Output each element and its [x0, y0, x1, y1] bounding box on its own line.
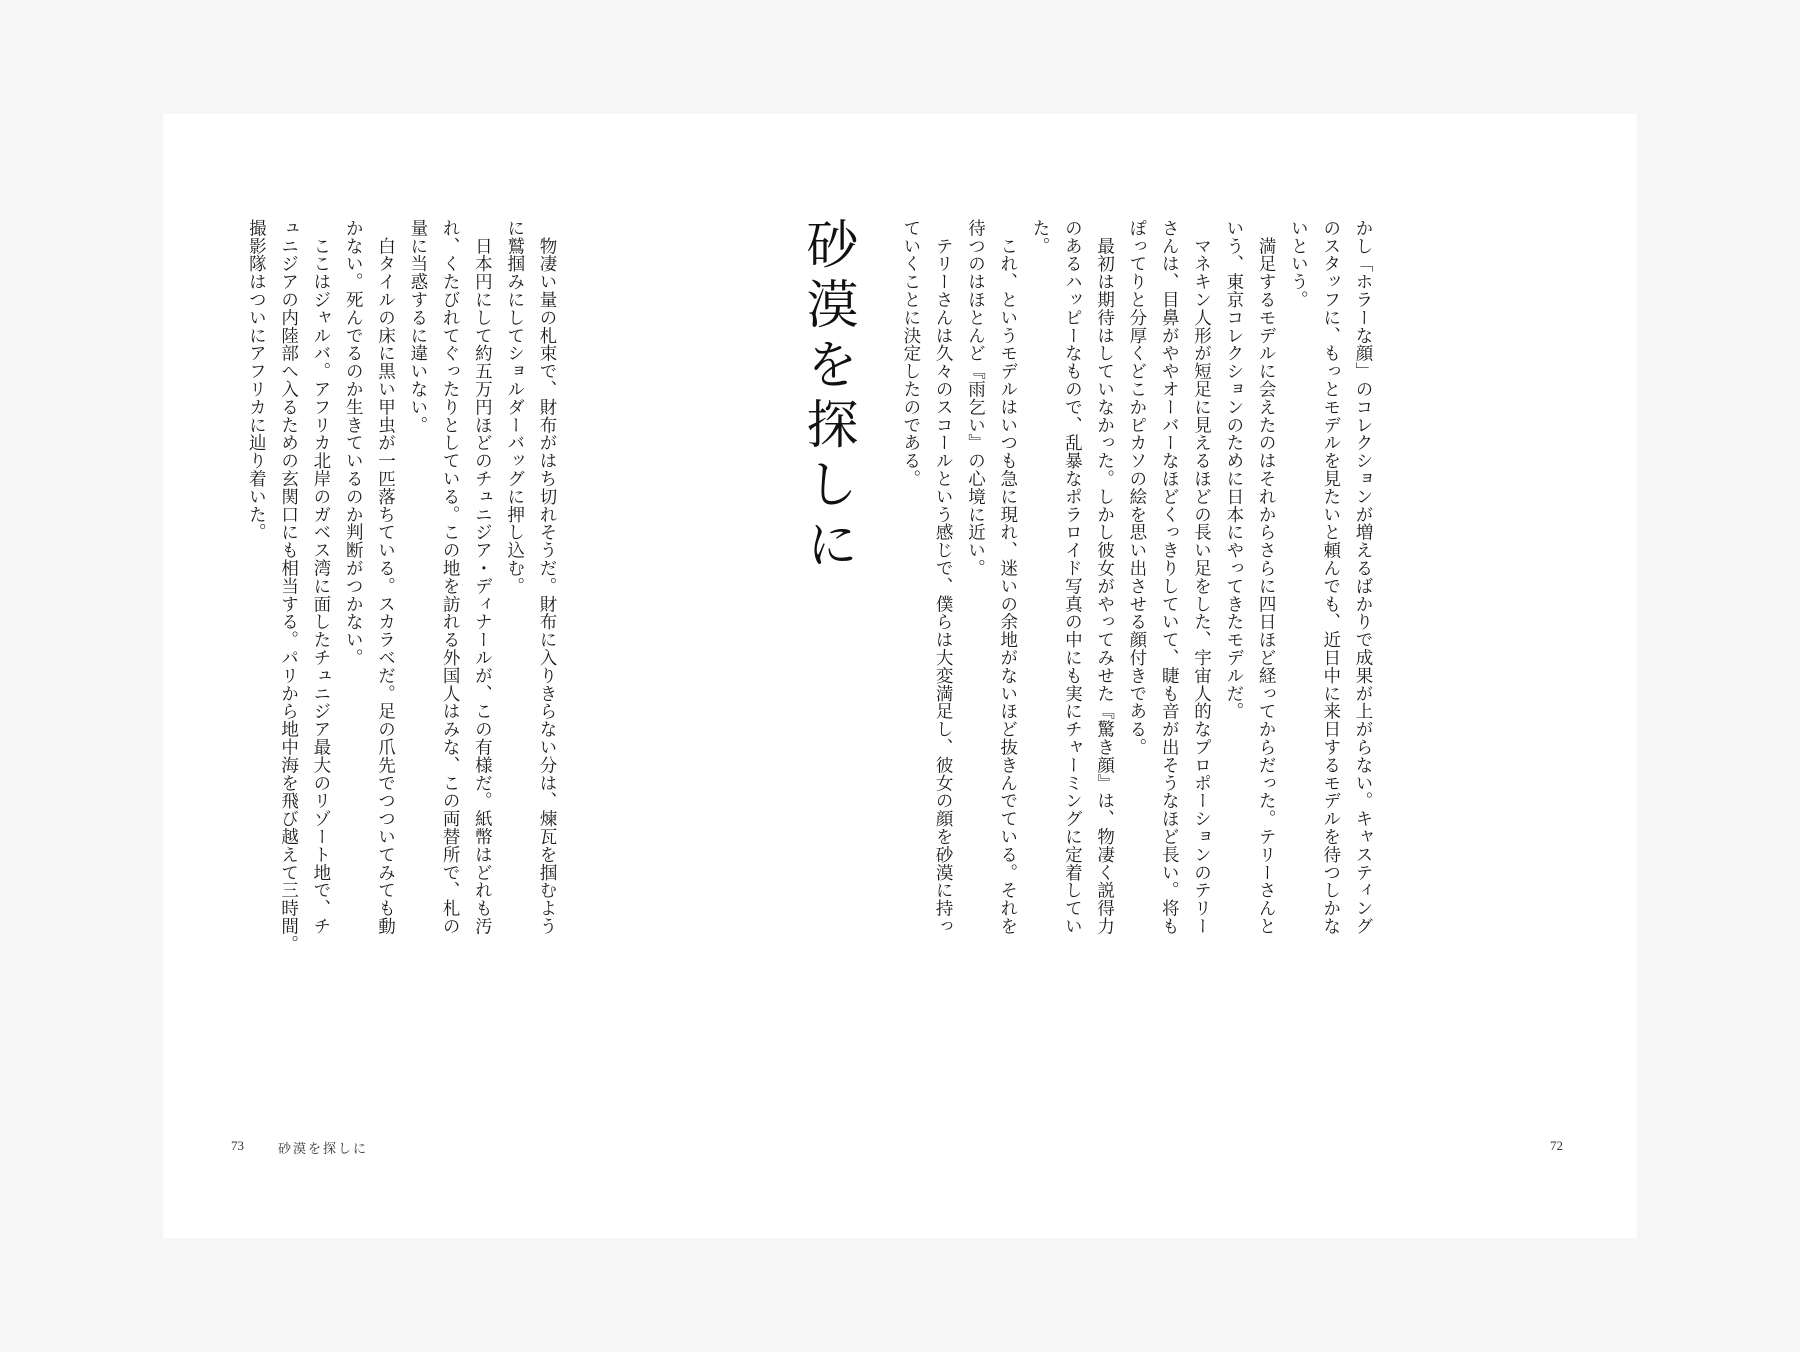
book-spread: [163, 114, 1637, 1238]
text-line: 白タイルの床に黒い甲虫が一匹落ちている。スカラベだ。足の爪先でつついてみても動: [375, 219, 396, 935]
text-line: 日本円にして約五万円ほどのチュニジア・ディナールが、この有様だ。紙幣はどれも汚: [472, 219, 493, 935]
text-line: のスタッフに、もっとモデルを見たいと頼んでも、近日中に来日するモデルを待つしかな: [1320, 219, 1341, 935]
text-line: かし「ホラーな顔」のコレクションが増えるばかりで成果が上がらない。キャスティング: [1353, 219, 1373, 935]
text-line: これ、というモデルはいつも急に現れ、迷いの余地がないほど抜きんでている。それを: [997, 219, 1018, 935]
right-page-text: [869, 219, 1379, 1119]
page-number-right: 72: [1550, 1138, 1563, 1153]
text-line: た。: [1030, 219, 1051, 255]
text-line: 待つのはほとんど『雨乞い』の心境に近い。: [965, 219, 986, 577]
text-line: 物凄い量の札束で、財布がはち切れそうだ。財布に入りきらない分は、煉瓦を掴むよう: [537, 219, 557, 935]
text-line: さんは、目鼻がややオーバーなほどくっきりしていて、睫も音が出そうなほど長い。将も: [1159, 219, 1180, 935]
text-line: 最初は期待はしていなかった。しかし彼女がやってみせた『驚き顔』は、物凄く説得力: [1094, 219, 1115, 935]
text-line: ぽってりと分厚くどこかピカソの絵を思い出させる顔付きである。: [1126, 219, 1147, 756]
text-line: マネキン人形が短足に見えるほどの長い足をした、宇宙人的なプロポーションのテリー: [1191, 219, 1212, 935]
text-line: いう、東京コレクションのために日本にやってきたモデルだ。: [1223, 219, 1244, 721]
text-line: に鷲掴みにしてショルダーバッグに押し込む。: [504, 219, 525, 595]
text-line: れ、くたびれてぐったりとしている。この地を訪れる外国人はみな、この両替所で、札の: [440, 219, 461, 935]
text-line: 満足するモデルに会えたのはそれからさらに四日ほど経ってからだった。テリーさんと: [1256, 219, 1277, 935]
text-line: のあるハッピーなもので、乱暴なポラロイド写真の中にも実にチャーミングに定着してい: [1062, 219, 1083, 935]
page-number-left: 73: [231, 1138, 244, 1153]
text-line: 撮影隊はついにアフリカに辿り着いた。: [246, 219, 267, 542]
text-line: ここはジャルバ。アフリカ北岸のガベス湾に面したチュニジア最大のリゾート地で、チ: [310, 219, 331, 935]
text-line: ていくことに決定したのである。: [900, 219, 921, 488]
text-line: ュニジアの内陸部へ入るための玄関口にも相当する。パリから地中海を飛び越えて三時間。: [278, 219, 299, 953]
left-page-text: [221, 219, 563, 1119]
text-line: テリーさんは久々のスコールという感じで、僕らは大変満足し、彼女の顔を砂漠に持っ: [933, 219, 954, 935]
text-line: 量に当惑するに違いない。: [407, 219, 428, 434]
text-line: かない。死んでるのか生きているのか判断がつかない。: [343, 219, 364, 667]
text-line: いという。: [1288, 219, 1309, 309]
chapter-title: 砂漠を探しに: [797, 217, 857, 577]
running-head: 砂漠を探しに: [278, 1141, 369, 1156]
